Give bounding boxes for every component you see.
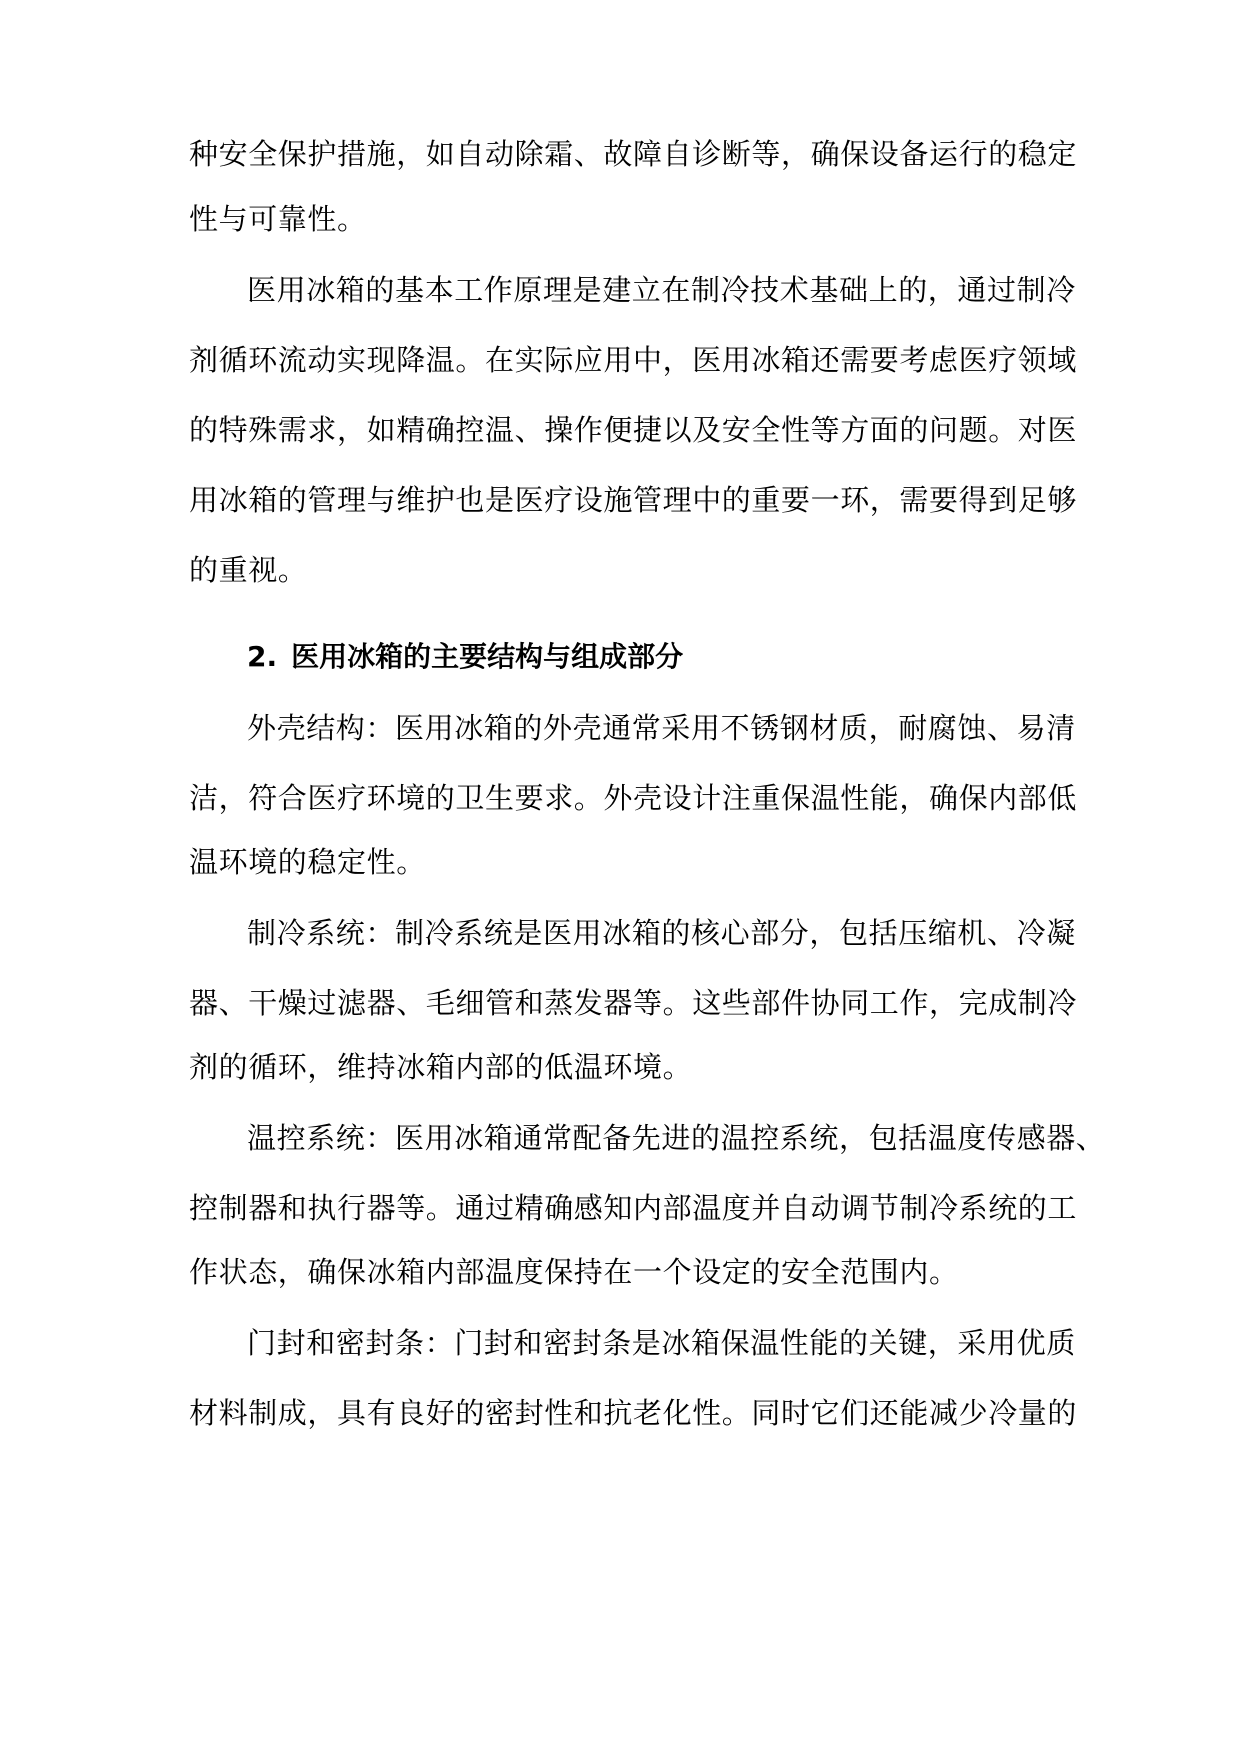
paragraph-line: 性与可靠性。 <box>189 202 367 236</box>
paragraph-line: 制冷系统：制冷系统是医用冰箱的核心部分，包括压缩机、冷凝 <box>247 916 1076 950</box>
section-number: 2. <box>247 640 278 673</box>
paragraph-line: 医用冰箱的基本工作原理是建立在制冷技术基础上的，通过制冷 <box>247 273 1076 307</box>
paragraph-line: 控制器和执行器等。通过精确感知内部温度并自动调节制冷系统的工 <box>189 1191 1078 1225</box>
paragraph-line: 的重视。 <box>189 553 308 587</box>
paragraph-line: 剂循环流动实现降温。在实际应用中，医用冰箱还需要考虑医疗领域 <box>189 343 1078 377</box>
section-heading <box>247 635 683 679</box>
paragraph-line: 温环境的稳定性。 <box>189 845 426 879</box>
paragraph-line: 剂的循环，维持冰箱内部的低温环境。 <box>189 1050 693 1084</box>
paragraph-line: 洁，符合医疗环境的卫生要求。外壳设计注重保温性能，确保内部低 <box>189 781 1078 815</box>
paragraph-line: 用冰箱的管理与维护也是医疗设施管理中的重要一环，需要得到足够 <box>189 483 1078 517</box>
section-title: 医用冰箱的主要结构与组成部分 <box>291 640 684 673</box>
paragraph-line: 外壳结构：医用冰箱的外壳通常采用不锈钢材质，耐腐蚀、易清 <box>247 711 1076 745</box>
paragraph-line: 材料制成，具有良好的密封性和抗老化性。同时它们还能减少冷量的 <box>189 1396 1078 1430</box>
paragraph-line: 作状态，确保冰箱内部温度保持在一个设定的安全范围内。 <box>189 1255 959 1289</box>
paragraph-line: 器、干燥过滤器、毛细管和蒸发器等。这些部件协同工作，完成制冷 <box>189 986 1078 1020</box>
paragraph-line: 的特殊需求，如精确控温、操作便捷以及安全性等方面的问题。对医 <box>189 413 1078 447</box>
paragraph-line: 门封和密封条：门封和密封条是冰箱保温性能的关键，采用优质 <box>247 1326 1076 1360</box>
paragraph-line: 种安全保护措施，如自动除霜、故障自诊断等，确保设备运行的稳定 <box>189 137 1078 171</box>
paragraph-line: 温控系统：医用冰箱通常配备先进的温控系统，包括温度传感器、 <box>247 1121 1106 1155</box>
